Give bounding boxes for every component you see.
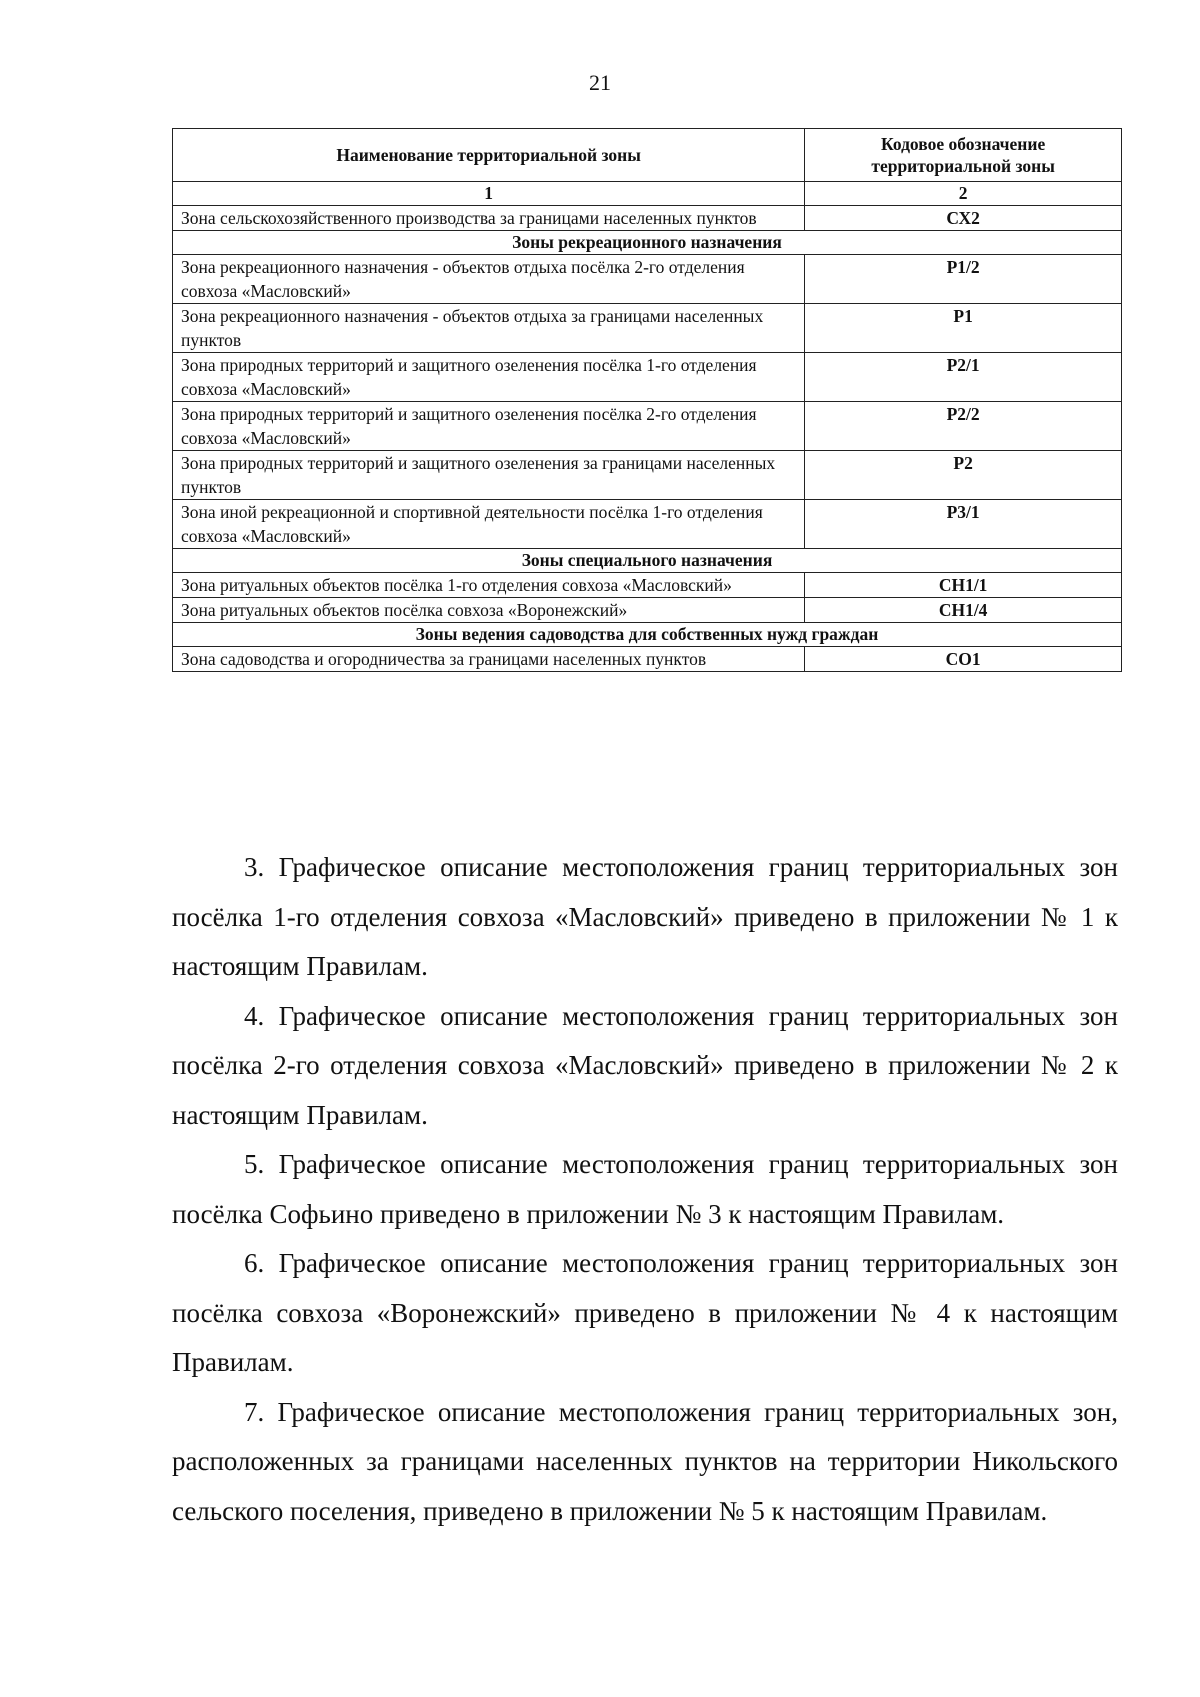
zone-group-title: Зоны ведения садоводства для собственных нужд граждан bbox=[173, 623, 1122, 647]
zone-row bbox=[173, 573, 1122, 598]
zone-name: Зона природных территорий и защитного озеленения посёлка 1-го отделения совхоза «Масловский» bbox=[173, 353, 805, 402]
paragraph: 7. Графическое описание местоположения границ территориальных зон, расположенных за границами населенных пунктов на территории Никольского сельского поселения, приведено в приложении № 5 к настоящим Правилам. bbox=[172, 1396, 1118, 1526]
zone-name: Зона ритуальных объектов посёлка совхоза «Воронежский» bbox=[173, 598, 805, 623]
table-header-row bbox=[173, 129, 1122, 182]
zone-group-row bbox=[173, 623, 1122, 647]
column-number: 2 bbox=[805, 182, 1122, 206]
zone-row bbox=[173, 353, 1122, 402]
zone-code: СО1 bbox=[805, 647, 1122, 672]
zone-code: СН1/1 bbox=[805, 573, 1122, 598]
zone-row bbox=[173, 500, 1122, 549]
zone-name: Зона иной рекреационной и спортивной деятельности посёлка 1-го отделения совхоза «Масловский» bbox=[173, 500, 805, 549]
page-number: 21 bbox=[589, 70, 611, 95]
zone-code: Р2/2 bbox=[805, 402, 1122, 451]
zone-code: СН1/4 bbox=[805, 598, 1122, 623]
zone-name: Зона сельскохозяйственного производства за границами населенных пунктов bbox=[173, 206, 805, 231]
zone-code: Р1 bbox=[805, 304, 1122, 353]
zone-group-row bbox=[173, 231, 1122, 255]
header-zone-code: Кодовое обозначение территориальной зоны bbox=[805, 129, 1122, 182]
body-text bbox=[172, 843, 1118, 1536]
zone-row bbox=[173, 304, 1122, 353]
zone-code: Р2 bbox=[805, 451, 1122, 500]
column-number: 1 bbox=[173, 182, 805, 206]
zone-name: Зона природных территорий и защитного озеленения за границами населенных пунктов bbox=[173, 451, 805, 500]
zone-group-row bbox=[173, 549, 1122, 573]
zone-code: СХ2 bbox=[805, 206, 1122, 231]
zone-name: Зона садоводства и огородничества за границами населенных пунктов bbox=[173, 647, 805, 672]
zone-row bbox=[173, 647, 1122, 672]
zone-name: Зона природных территорий и защитного озеленения посёлка 2-го отделения совхоза «Масловский» bbox=[173, 402, 805, 451]
zone-group-title: Зоны рекреационного назначения bbox=[173, 231, 1122, 255]
zone-name: Зона ритуальных объектов посёлка 1-го отделения совхоза «Масловский» bbox=[173, 573, 805, 598]
zones-table-body bbox=[173, 206, 1122, 672]
zone-row bbox=[173, 598, 1122, 623]
zone-group-title: Зоны специального назначения bbox=[173, 549, 1122, 573]
zone-row bbox=[173, 451, 1122, 500]
zones-table bbox=[172, 128, 1122, 672]
paragraph: 5. Графическое описание местоположения границ территориальных зон посёлка Софьино приведено в приложении № 3 к настоящим Правилам. bbox=[172, 1149, 1118, 1229]
column-number-row bbox=[173, 182, 1122, 206]
zone-code: Р1/2 bbox=[805, 255, 1122, 304]
zone-row bbox=[173, 255, 1122, 304]
zone-name: Зона рекреационного назначения - объектов отдыха за границами населенных пунктов bbox=[173, 304, 805, 353]
zone-name: Зона рекреационного назначения - объектов отдыха посёлка 2-го отделения совхоза «Масловский» bbox=[173, 255, 805, 304]
zone-code: Р2/1 bbox=[805, 353, 1122, 402]
zone-code: Р3/1 bbox=[805, 500, 1122, 549]
header-zone-name: Наименование территориальной зоны bbox=[173, 129, 805, 182]
zone-row bbox=[173, 206, 1122, 231]
paragraph: 6. Графическое описание местоположения границ территориальных зон посёлка совхоза «Воронежский» приведено в приложении № 4 к настоящим Правилам. bbox=[172, 1248, 1118, 1377]
paragraph: 4. Графическое описание местоположения границ территориальных зон посёлка 2-го отделения совхоза «Масловский» приведено в приложении № 2 к настоящим Правилам. bbox=[172, 1000, 1118, 1130]
zone-row bbox=[173, 402, 1122, 451]
paragraph: 3. Графическое описание местоположения границ территориальных зон посёлка 1-го отделения совхоза «Масловский» приведено в приложении № 1 к настоящим Правилам. bbox=[172, 852, 1118, 981]
